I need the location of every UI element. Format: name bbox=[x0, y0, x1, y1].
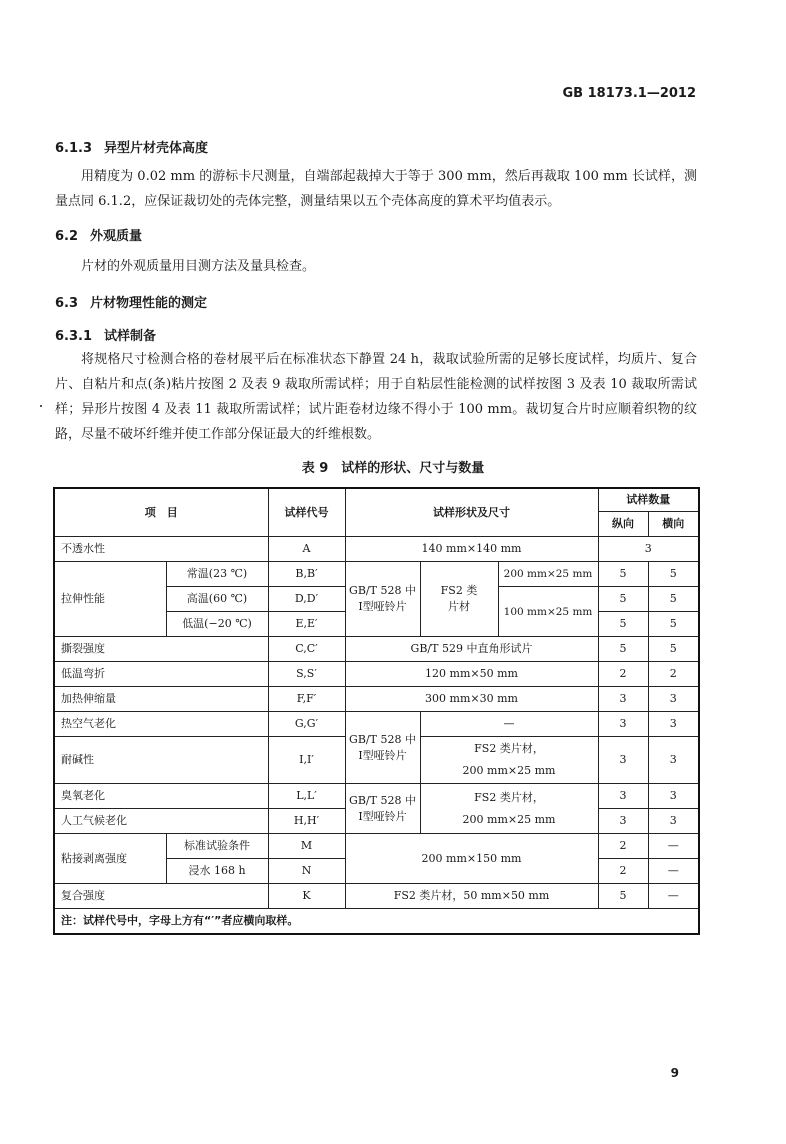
standard-code: GB 18173.1—2012 bbox=[562, 86, 696, 101]
row-code: F,F′ bbox=[268, 687, 345, 712]
row-shape-type: FS2 类 片材 bbox=[420, 562, 498, 637]
row-code: B,B′ bbox=[268, 562, 345, 587]
heading-title: 片材物理性能的测定 bbox=[90, 296, 208, 311]
row-code: A bbox=[268, 537, 345, 562]
row-count-longitudinal: 3 bbox=[598, 809, 648, 834]
row-count-transverse: 5 bbox=[648, 637, 699, 662]
paragraph-6-2: 片材的外观质量用目测方法及量具检查。 bbox=[81, 259, 316, 274]
heading-title: 外观质量 bbox=[90, 229, 143, 244]
row-count-transverse: 3 bbox=[648, 809, 699, 834]
table-caption: 表 9 试样的形状、尺寸与数量 bbox=[301, 461, 485, 476]
row-condition: 常温(23 ℃) bbox=[166, 562, 268, 587]
row-count-transverse: — bbox=[648, 884, 699, 909]
row-shape-type: FS2 类片材， 200 mm×25 mm bbox=[420, 784, 598, 834]
row-count-longitudinal: 3 bbox=[598, 784, 648, 809]
table-note: 注：试样代号中，字母上方有“′”者应横向取样。 bbox=[54, 909, 699, 935]
paragraph-6-1-3: 用精度为 0.02 mm 的游标卡尺测量，自端部起裁掉大于等于 300 mm，然后再裁取 100 mm 长试样，测量点同 6.1.2，应保证裁切处的壳体完整，测量结果以五个壳体高度的算术平均值表示。 bbox=[55, 169, 697, 209]
row-code: D,D′ bbox=[268, 587, 345, 612]
heading-number: 6.3.1 bbox=[55, 329, 93, 344]
row-count-transverse: 5 bbox=[648, 562, 699, 587]
row-count-longitudinal: 2 bbox=[598, 859, 648, 884]
heading-number: 6.3 bbox=[55, 296, 79, 311]
row-shape-main: GB/T 528 中 Ⅰ型哑铃片 bbox=[345, 562, 420, 637]
row-shape: 140 mm×140 mm bbox=[345, 537, 598, 562]
row-count: 3 bbox=[598, 537, 699, 562]
header-transverse: 横向 bbox=[648, 512, 699, 537]
paragraph-6-3-1: 将规格尺寸检测合格的卷材展平后在标准状态下静置 24 h，裁取试验所需的足够长度试样，均质片、复合片、自粘片和点(条)粘片按图 2 及表 9 裁取所需试样；用于自粘层性能检测的试样按图 3 及表 10 裁取所需试样；异形片按图 4 及表 11 裁取所需试样；试片距卷材边缘不得小于 100 mm。裁切复合片时应顺着织物的纹路，尽量不破坏纤维并使工作部分保证最大的纤维根数。 bbox=[55, 352, 697, 442]
row-count-longitudinal: 2 bbox=[598, 834, 648, 859]
row-item: 热空气老化 bbox=[54, 712, 268, 737]
row-code: K bbox=[268, 884, 345, 909]
heading-6-1-3 bbox=[55, 137, 208, 156]
row-shape-size: 200 mm×25 mm bbox=[498, 562, 598, 587]
row-count-longitudinal: 2 bbox=[598, 662, 648, 687]
row-shape: 300 mm×30 mm bbox=[345, 687, 598, 712]
row-shape-main: GB/T 528 中 Ⅰ型哑铃片 bbox=[345, 712, 420, 784]
row-item: 复合强度 bbox=[54, 884, 268, 909]
row-condition: 浸水 168 h bbox=[166, 859, 268, 884]
row-count-transverse: 3 bbox=[648, 737, 699, 784]
heading-6-3 bbox=[55, 292, 207, 311]
row-code: C,C′ bbox=[268, 637, 345, 662]
row-shape-main: GB/T 528 中 Ⅰ型哑铃片 bbox=[345, 784, 420, 834]
row-count-longitudinal: 3 bbox=[598, 687, 648, 712]
row-count-longitudinal: 3 bbox=[598, 737, 648, 784]
row-count-longitudinal: 3 bbox=[598, 712, 648, 737]
row-count-longitudinal: 5 bbox=[598, 587, 648, 612]
heading-number: 6.1.3 bbox=[55, 141, 93, 156]
row-count-transverse: 5 bbox=[648, 587, 699, 612]
row-code: L,L′ bbox=[268, 784, 345, 809]
row-item: 加热伸缩量 bbox=[54, 687, 268, 712]
row-item: 撕裂强度 bbox=[54, 637, 268, 662]
row-item: 低温弯折 bbox=[54, 662, 268, 687]
row-condition: 高温(60 ℃) bbox=[166, 587, 268, 612]
row-item: 不透水性 bbox=[54, 537, 268, 562]
row-count-transverse: — bbox=[648, 834, 699, 859]
heading-number: 6.2 bbox=[55, 229, 79, 244]
row-count-longitudinal: 5 bbox=[598, 637, 648, 662]
row-count-transverse: 2 bbox=[648, 662, 699, 687]
row-code: N bbox=[268, 859, 345, 884]
specimen-table bbox=[53, 487, 700, 935]
header-code: 试样代号 bbox=[268, 488, 345, 537]
row-code: H,H′ bbox=[268, 809, 345, 834]
heading-6-3-1 bbox=[55, 325, 156, 344]
heading-6-2 bbox=[55, 225, 142, 244]
row-item: 臭氧老化 bbox=[54, 784, 268, 809]
row-item: 人工气候老化 bbox=[54, 809, 268, 834]
row-count-transverse: 5 bbox=[648, 612, 699, 637]
row-condition: 标准试验条件 bbox=[166, 834, 268, 859]
row-count-transverse: 3 bbox=[648, 784, 699, 809]
row-code: I,I′ bbox=[268, 737, 345, 784]
row-shape-type: FS2 类片材， 200 mm×25 mm bbox=[420, 737, 598, 784]
header-count: 试样数量 bbox=[598, 488, 699, 512]
row-count-longitudinal: 5 bbox=[598, 884, 648, 909]
header-shape: 试样形状及尺寸 bbox=[345, 488, 598, 537]
row-condition: 低温(−20 ℃) bbox=[166, 612, 268, 637]
heading-title: 异型片材壳体高度 bbox=[104, 141, 209, 156]
row-item: 耐碱性 bbox=[54, 737, 268, 784]
row-count-longitudinal: 5 bbox=[598, 612, 648, 637]
row-code: G,G′ bbox=[268, 712, 345, 737]
row-item: 拉伸性能 bbox=[54, 562, 166, 637]
row-shape: 120 mm×50 mm bbox=[345, 662, 598, 687]
row-code: M bbox=[268, 834, 345, 859]
row-count-transverse: 3 bbox=[648, 687, 699, 712]
page-number: 9 bbox=[670, 1066, 679, 1080]
header-item: 项 目 bbox=[54, 488, 268, 537]
row-shape-size: 100 mm×25 mm bbox=[498, 587, 598, 637]
row-code: S,S′ bbox=[268, 662, 345, 687]
row-code: E,E′ bbox=[268, 612, 345, 637]
row-count-transverse: 3 bbox=[648, 712, 699, 737]
row-count-longitudinal: 5 bbox=[598, 562, 648, 587]
row-item: 粘接剥离强度 bbox=[54, 834, 166, 884]
row-count-transverse: — bbox=[648, 859, 699, 884]
heading-title: 试样制备 bbox=[104, 329, 157, 344]
row-shape: GB/T 529 中直角形试片 bbox=[345, 637, 598, 662]
row-shape: 200 mm×150 mm bbox=[345, 834, 598, 884]
header-longitudinal: 纵向 bbox=[598, 512, 648, 537]
scan-speck bbox=[40, 405, 42, 407]
row-shape-dash: — bbox=[420, 712, 598, 737]
row-shape: FS2 类片材，50 mm×50 mm bbox=[345, 884, 598, 909]
